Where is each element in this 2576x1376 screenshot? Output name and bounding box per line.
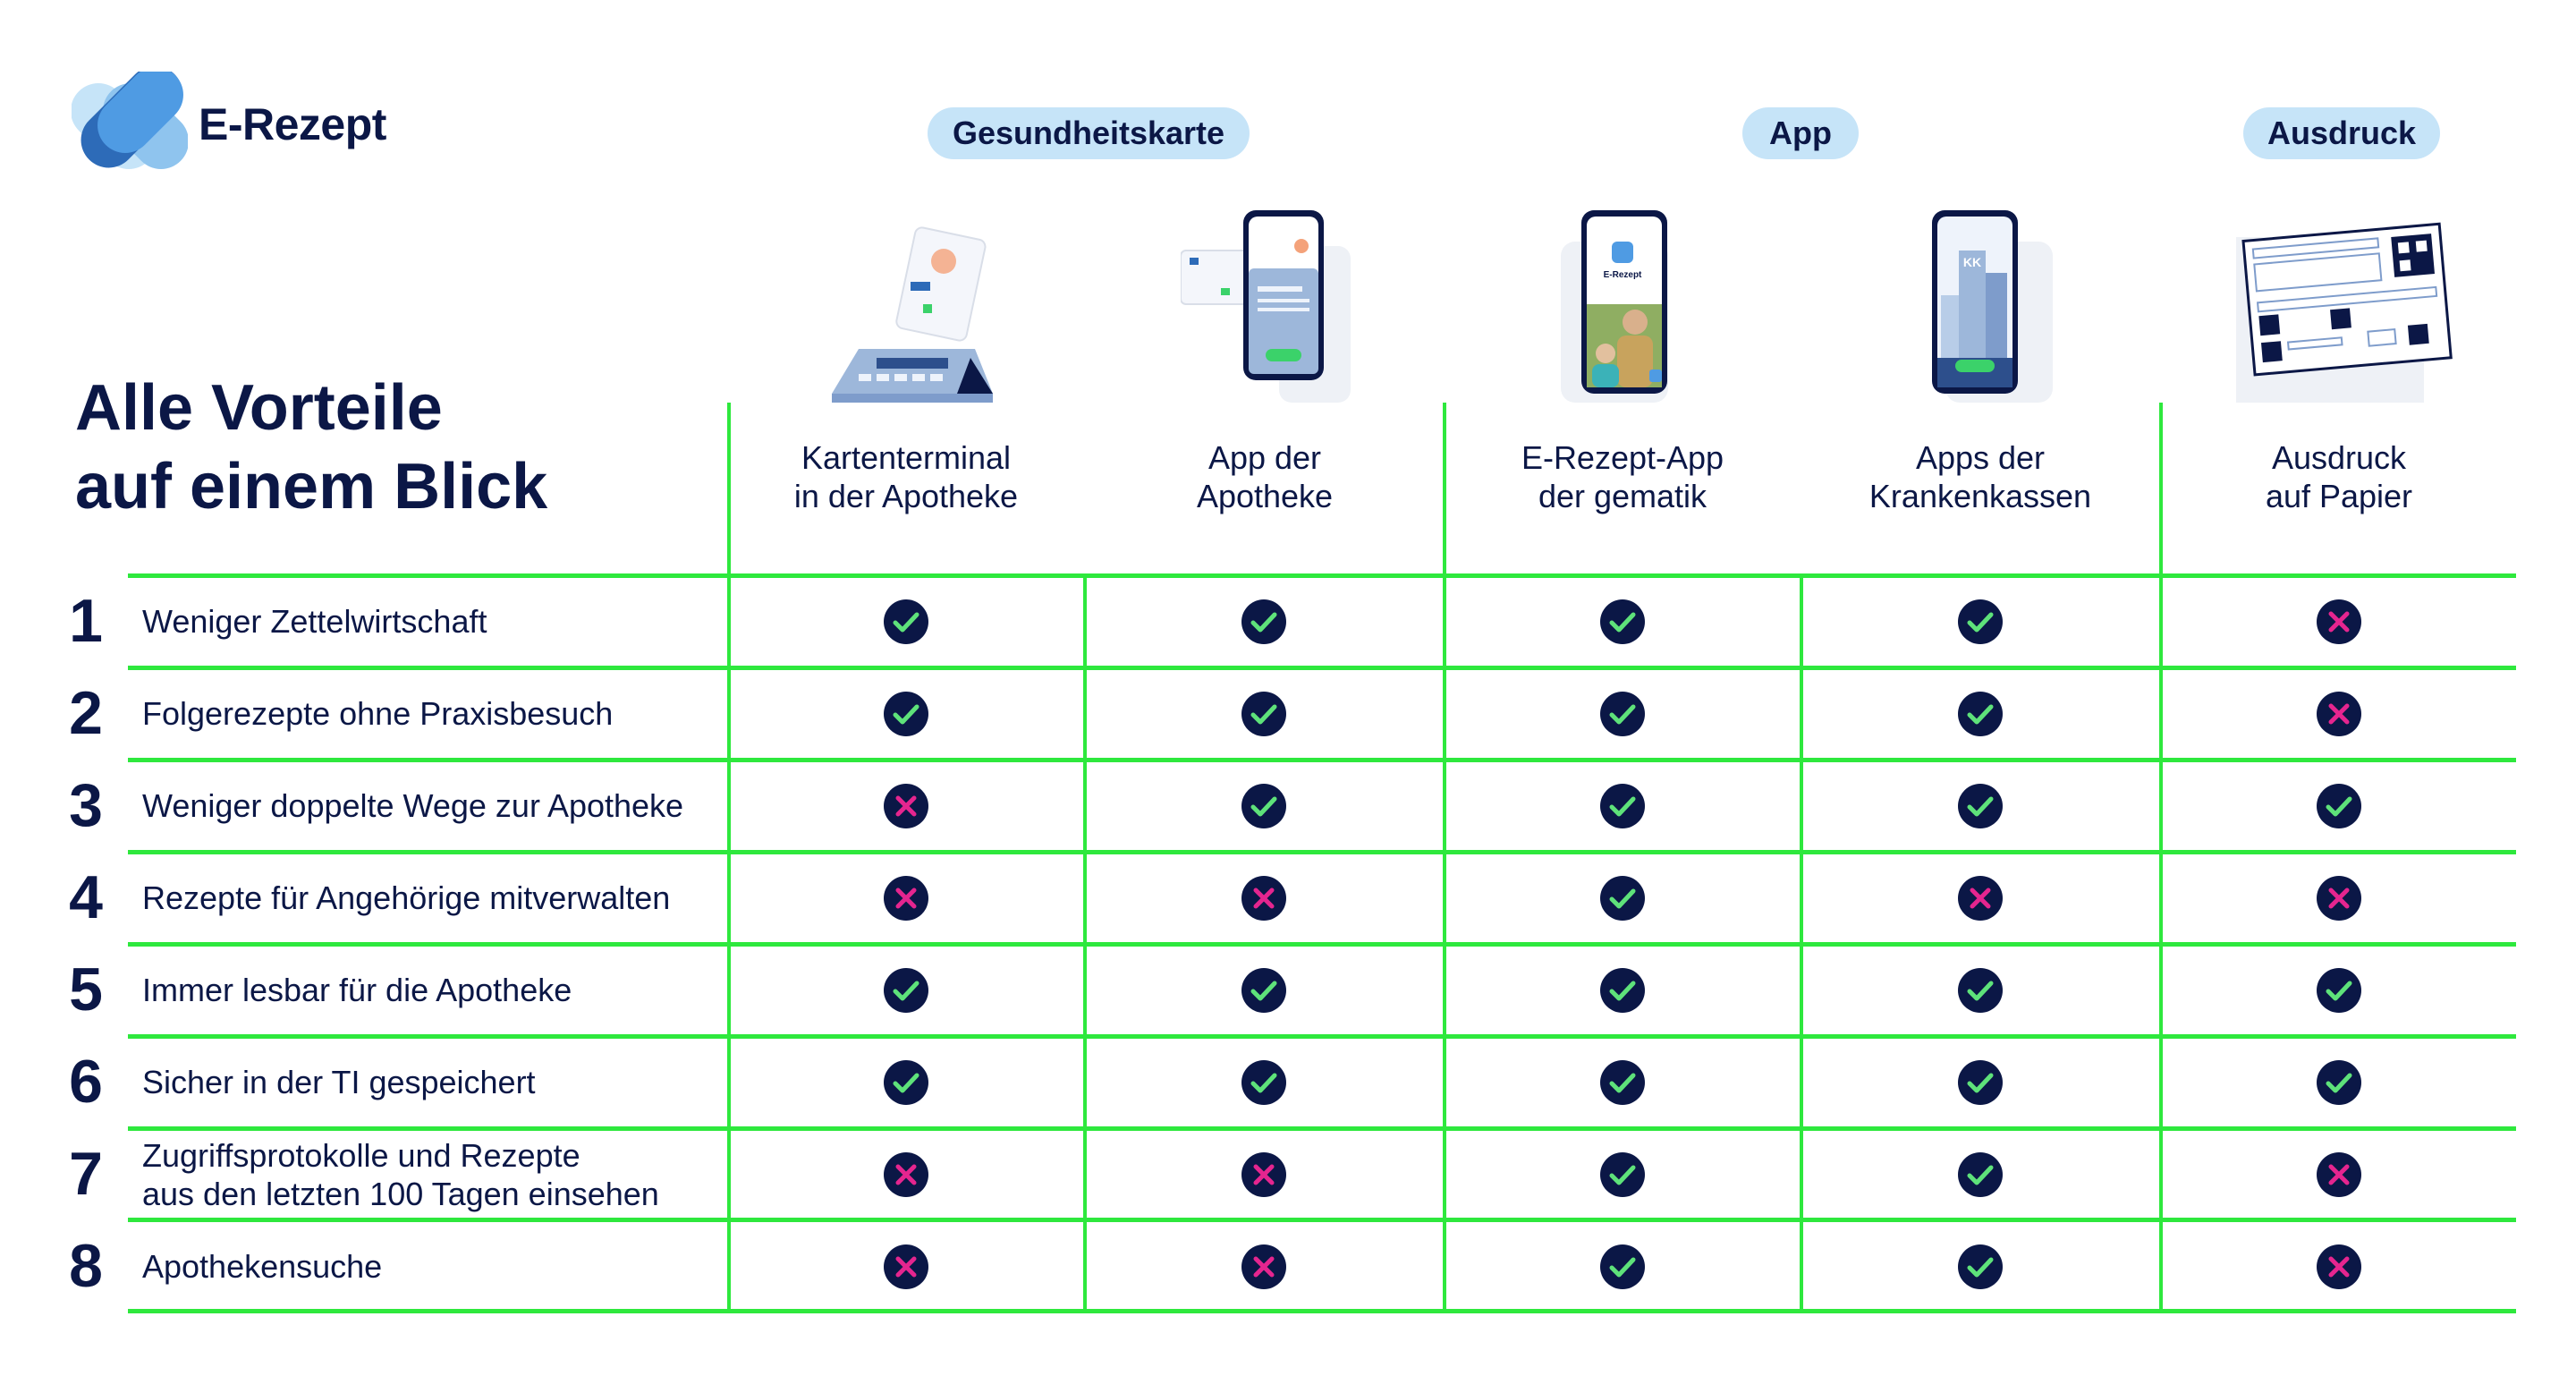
check-icon bbox=[1599, 967, 1646, 1014]
cross-icon bbox=[2316, 691, 2362, 737]
check-icon bbox=[1957, 783, 2004, 829]
column-header-kartenterminal bbox=[727, 438, 1085, 515]
page-title-line2: auf einem Blick bbox=[75, 451, 548, 522]
grid-hline bbox=[128, 573, 2516, 578]
grid-hline bbox=[128, 666, 2516, 670]
grid-hline bbox=[128, 758, 2516, 762]
row-number: 7 bbox=[69, 1139, 103, 1208]
cross-icon bbox=[883, 783, 929, 829]
check-icon bbox=[1599, 1244, 1646, 1290]
check-icon bbox=[883, 599, 929, 645]
cross-icon bbox=[1241, 875, 1287, 922]
column-header-ausdruck bbox=[2160, 438, 2518, 515]
pharmacy-app-illustration bbox=[1181, 206, 1360, 407]
check-icon bbox=[1599, 599, 1646, 645]
check-icon bbox=[1599, 875, 1646, 922]
column-header-line1: Kartenterminal bbox=[801, 439, 1012, 476]
category-app: App bbox=[1742, 107, 1859, 159]
row-number: 2 bbox=[69, 678, 103, 747]
column-header-line2: in der Apotheke bbox=[793, 478, 1019, 514]
grid-hline bbox=[128, 1126, 2516, 1131]
grid-hline bbox=[128, 850, 2516, 854]
grid-hline bbox=[128, 1218, 2516, 1222]
column-header-line1: Ausdruck bbox=[2271, 439, 2407, 476]
check-icon bbox=[883, 1059, 929, 1106]
row-label-line1: Apothekensuche bbox=[142, 1247, 383, 1285]
check-icon bbox=[1599, 1151, 1646, 1198]
row-number: 4 bbox=[69, 862, 103, 931]
grid-hline bbox=[128, 942, 2516, 947]
row-label-line1: Weniger doppelte Wege zur Apotheke bbox=[142, 786, 684, 824]
check-icon bbox=[1957, 1059, 2004, 1106]
grid-vline bbox=[1443, 403, 1446, 1311]
column-header-line1: App der bbox=[1208, 439, 1322, 476]
cross-icon bbox=[1241, 1244, 1287, 1290]
row-label-line1: Immer lesbar für die Apotheke bbox=[142, 971, 572, 1008]
column-header-line1: E-Rezept-App bbox=[1521, 439, 1724, 476]
printout-illustration bbox=[2232, 219, 2455, 407]
cross-icon bbox=[2316, 1151, 2362, 1198]
cross-icon bbox=[883, 1244, 929, 1290]
check-icon bbox=[1599, 1059, 1646, 1106]
row-label bbox=[142, 1136, 724, 1213]
row-number: 5 bbox=[69, 955, 103, 1024]
column-header-gematik-app bbox=[1444, 438, 1801, 515]
page-title-line1: Alle Vorteile bbox=[75, 372, 443, 444]
check-icon bbox=[1599, 691, 1646, 737]
check-icon bbox=[883, 967, 929, 1014]
row-label bbox=[142, 1063, 724, 1101]
check-icon bbox=[1241, 1059, 1287, 1106]
check-icon bbox=[1599, 783, 1646, 829]
check-icon bbox=[2316, 1059, 2362, 1106]
row-number: 6 bbox=[69, 1047, 103, 1116]
row-label bbox=[142, 879, 724, 917]
cross-icon bbox=[1957, 875, 2004, 922]
check-icon bbox=[1957, 967, 2004, 1014]
cross-icon bbox=[883, 1151, 929, 1198]
page-title bbox=[75, 369, 547, 526]
row-label bbox=[142, 786, 724, 825]
column-header-line2: Krankenkassen bbox=[1868, 478, 2092, 514]
grid-vline bbox=[727, 403, 731, 1311]
check-icon bbox=[1241, 599, 1287, 645]
column-header-line2: Apotheke bbox=[1196, 478, 1334, 514]
row-number: 3 bbox=[69, 770, 103, 839]
row-label-line1: Rezepte für Angehörige mitverwalten bbox=[142, 879, 671, 916]
category-gesundheitskarte: Gesundheitskarte bbox=[928, 107, 1250, 159]
row-label bbox=[142, 602, 724, 641]
grid-hline bbox=[128, 1034, 2516, 1039]
row-label bbox=[142, 694, 724, 733]
check-icon bbox=[2316, 967, 2362, 1014]
check-icon bbox=[1957, 1244, 2004, 1290]
check-icon bbox=[1957, 599, 2004, 645]
cross-icon bbox=[1241, 1151, 1287, 1198]
column-header-line2: der gematik bbox=[1538, 478, 1707, 514]
row-label-line2: aus den letzten 100 Tagen einsehen bbox=[142, 1175, 659, 1212]
grid-hline bbox=[128, 1309, 2516, 1313]
cross-icon bbox=[2316, 599, 2362, 645]
cross-icon bbox=[883, 875, 929, 922]
check-icon bbox=[883, 691, 929, 737]
card-terminal-illustration bbox=[823, 215, 1002, 407]
grid-vline bbox=[2159, 403, 2163, 1311]
kk-badge-text: KK bbox=[1962, 255, 1982, 269]
row-label-line1: Sicher in der TI gespeichert bbox=[142, 1063, 536, 1100]
brand-name: E-Rezept bbox=[199, 99, 386, 149]
check-icon bbox=[2316, 783, 2362, 829]
cross-icon bbox=[2316, 1244, 2362, 1290]
row-label-line1: Weniger Zettelwirtschaft bbox=[142, 602, 487, 640]
check-icon bbox=[1957, 1151, 2004, 1198]
row-label-line1: Folgerezepte ohne Praxisbesuch bbox=[142, 694, 614, 732]
column-header-krankenkassen bbox=[1801, 438, 2159, 515]
category-ausdruck: Ausdruck bbox=[2243, 107, 2440, 159]
column-header-line1: Apps der bbox=[1915, 439, 2046, 476]
check-icon bbox=[1241, 691, 1287, 737]
phone-badge-text: E-Rezept bbox=[1603, 270, 1642, 280]
row-label bbox=[142, 1247, 724, 1286]
check-icon bbox=[1957, 691, 2004, 737]
row-label-line1: Zugriffsprotokolle und Rezepte bbox=[142, 1136, 580, 1174]
column-header-app-der-apotheke bbox=[1086, 438, 1444, 515]
insurance-app-illustration bbox=[1923, 206, 2057, 407]
e-rezept-logo-icon bbox=[72, 72, 188, 188]
check-icon bbox=[1241, 967, 1287, 1014]
row-number: 1 bbox=[69, 586, 103, 655]
column-header-line2: auf Papier bbox=[2265, 478, 2413, 514]
row-label bbox=[142, 971, 724, 1009]
cross-icon bbox=[2316, 875, 2362, 922]
check-icon bbox=[1241, 783, 1287, 829]
gematik-app-illustration bbox=[1556, 206, 1690, 407]
row-number: 8 bbox=[69, 1231, 103, 1300]
